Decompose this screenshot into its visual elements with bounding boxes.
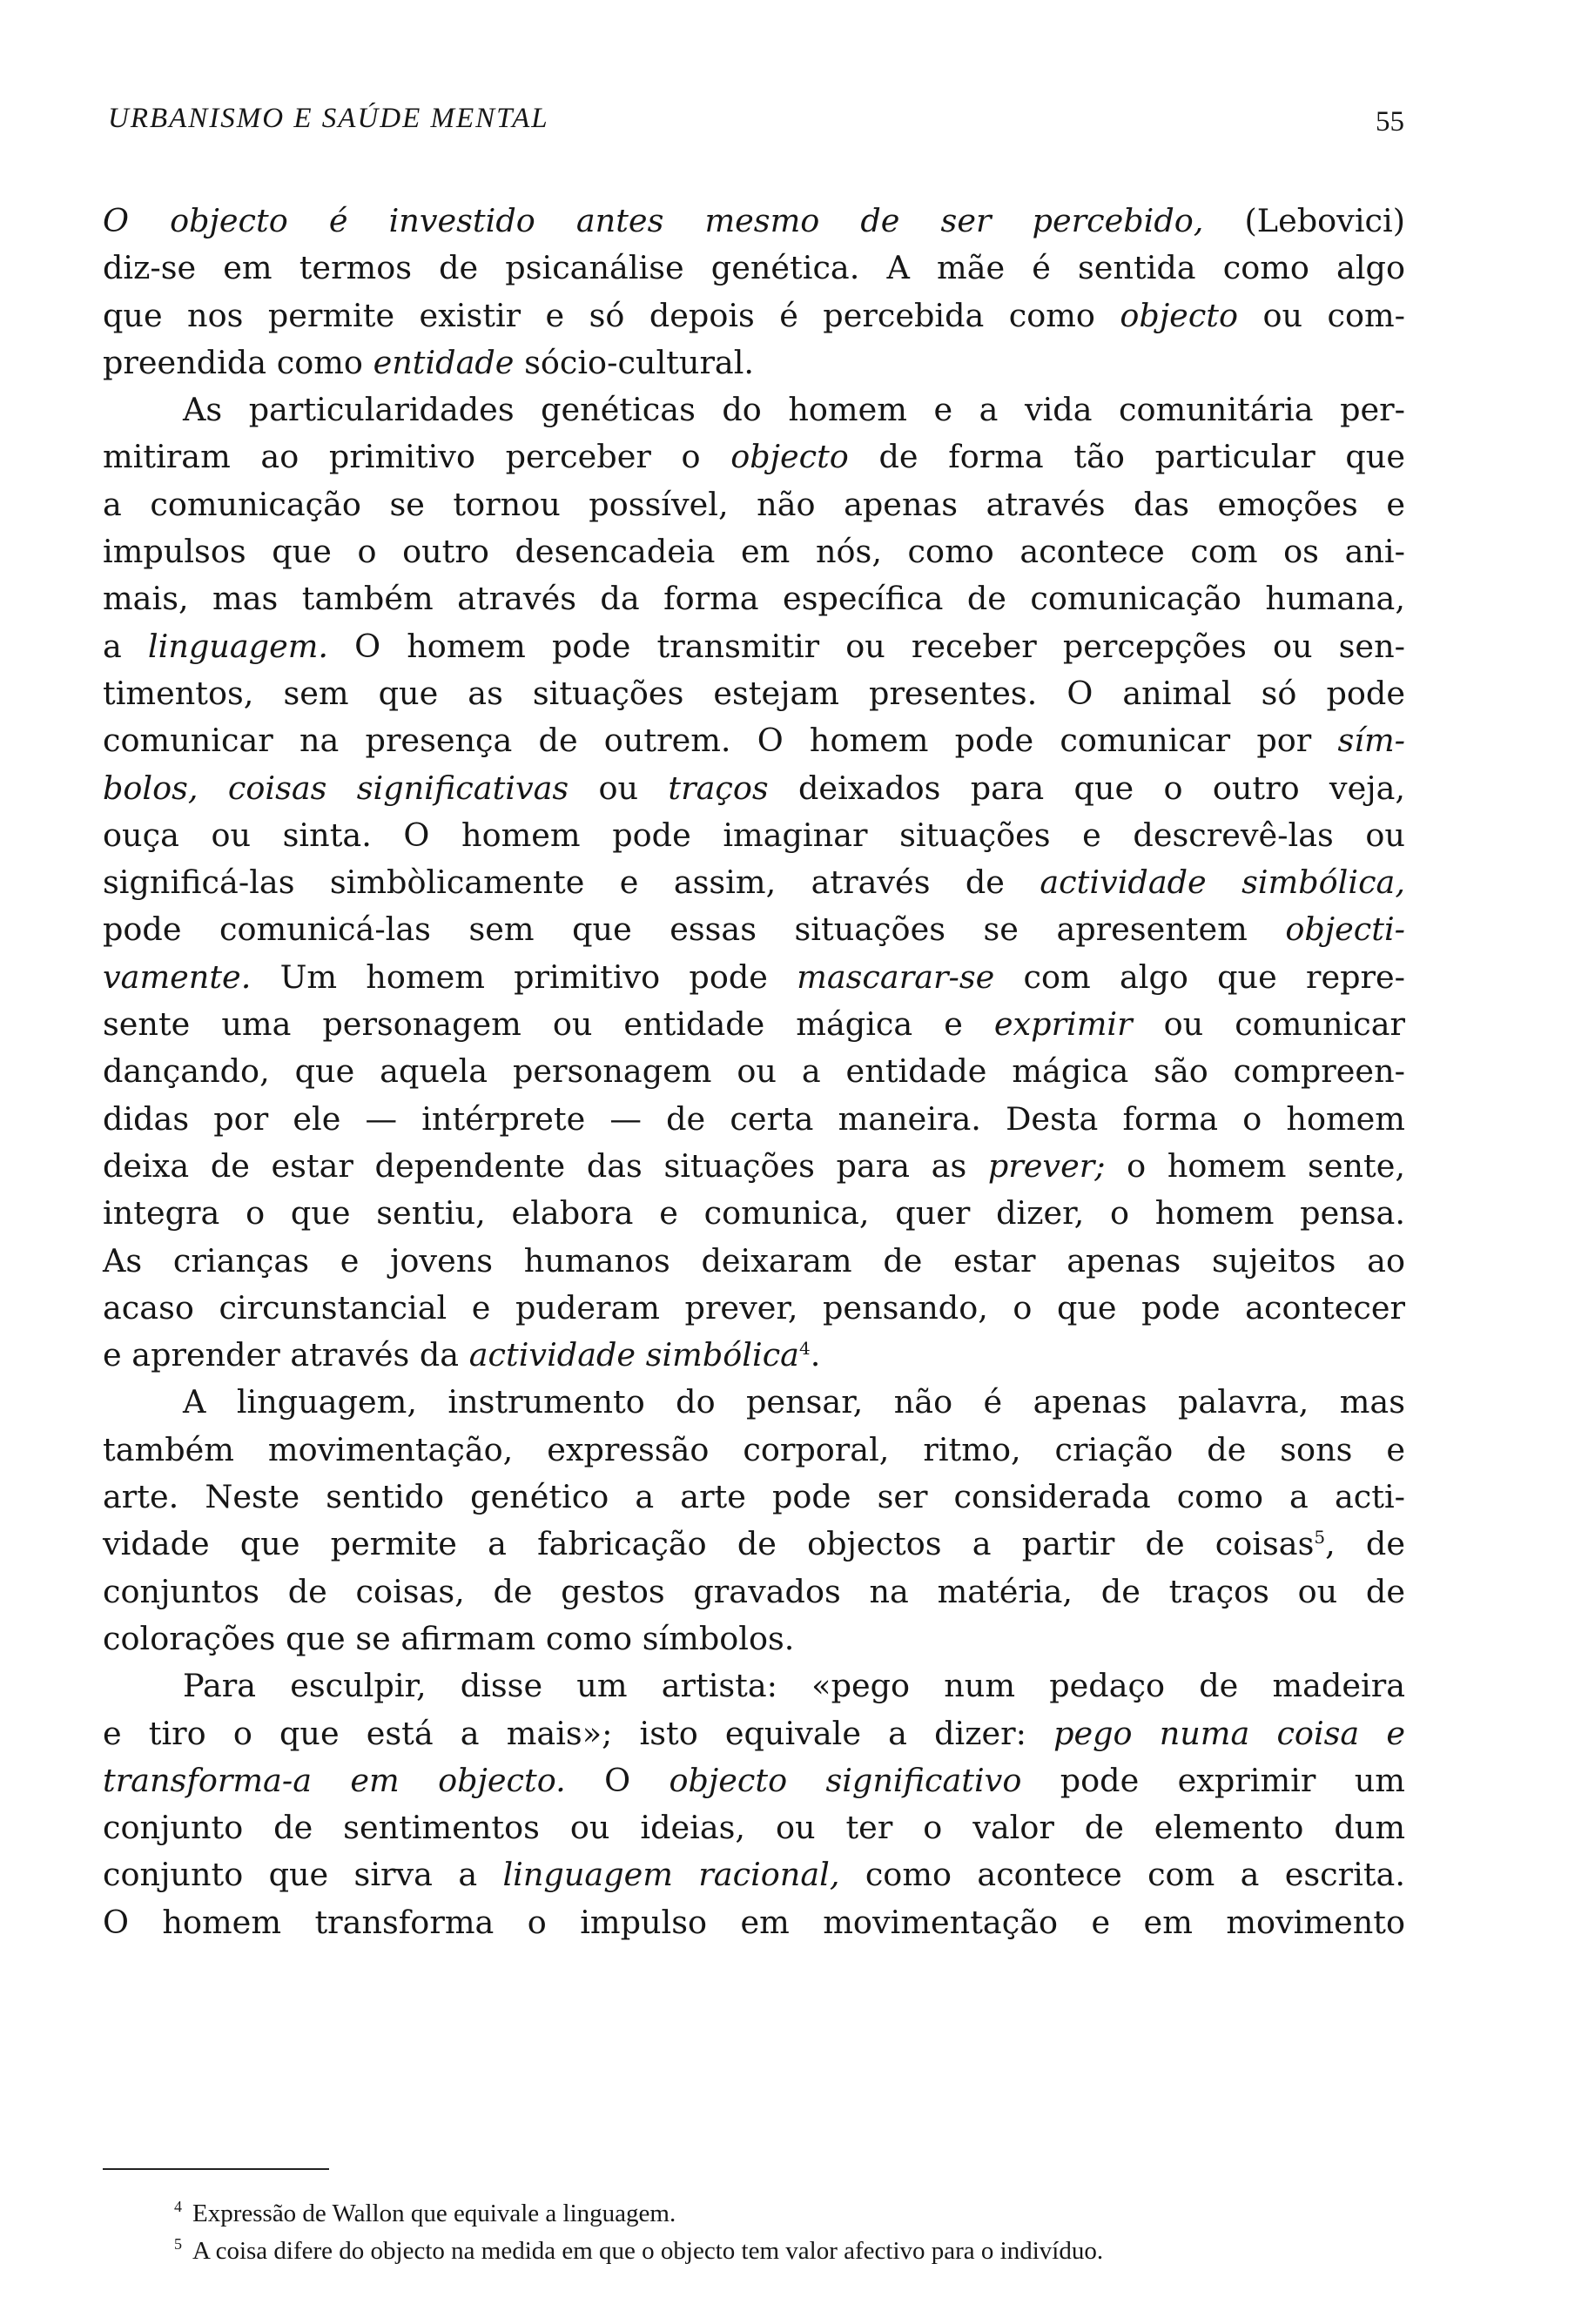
text-run: timentos, sem que as situações estejam presentes. O animal só pode (103, 674, 1405, 712)
text-line (103, 1710, 1405, 1757)
text-run: de forma tão particular que (848, 438, 1405, 476)
text-line (103, 292, 1405, 339)
text-run: conjunto de sentimentos ou ideias, ou ter o valor de elemento dum (103, 1809, 1405, 1847)
text-run: ouça ou sinta. O homem pode imaginar situações e descrevê-las ou (103, 816, 1405, 854)
italic-text: objecti- (1285, 910, 1405, 949)
footnotes (103, 2195, 1409, 2270)
text-line (103, 812, 1405, 859)
text-run: ou (569, 769, 669, 807)
text-run: e tiro o que está a mais»; isto equivale a dizer: (103, 1714, 1054, 1752)
text-line (103, 1332, 1405, 1379)
text-run: O (565, 1761, 670, 1799)
text-run: a comunicação se tornou possível, não apenas através das emoções e (103, 485, 1405, 523)
text-line (103, 575, 1405, 622)
text-run: sente uma personagem ou entidade mágica e (103, 1005, 994, 1044)
text-run: dançando, que aquela personagem ou a entidade mágica são compreen- (103, 1052, 1405, 1091)
text-run: acaso circunstancial e puderam prever, pensando, o que pode acontecer (103, 1288, 1405, 1327)
text-line (103, 1662, 1405, 1709)
text-run: também movimentação, expressão corporal, ritmo, criação de sons e (103, 1430, 1405, 1468)
text-run: o homem sente, (1105, 1146, 1405, 1185)
italic-text: objecto significativo (669, 1761, 1022, 1799)
text-line (103, 1615, 1405, 1662)
text-run: As particularidades genéticas do homem e a vida comunitária per- (183, 391, 1405, 429)
text-line (103, 1899, 1405, 1946)
running-title: URBANISMO E SAÚDE MENTAL (108, 103, 549, 134)
text-line (103, 1190, 1405, 1237)
italic-text: bolos, coisas significativas (103, 769, 569, 807)
italic-text: vamente. (103, 957, 252, 996)
text-run: deixados para que o outro veja, (768, 769, 1405, 807)
footnote-4 (103, 2195, 1409, 2233)
text-run: a (103, 627, 148, 665)
text-run: ou comunicar (1132, 1005, 1405, 1044)
italic-text: pego numa coisa e (1053, 1714, 1406, 1752)
text-run: , de (1325, 1525, 1405, 1563)
text-line (103, 481, 1405, 528)
page-number: 55 (1376, 106, 1404, 138)
italic-text: traços (668, 769, 769, 807)
text-line (103, 1757, 1405, 1804)
text-run: Um homem primitivo pode (251, 957, 797, 996)
text-line (103, 954, 1405, 1001)
text-run: significá-las simbòlicamente e assim, através de (103, 863, 1040, 902)
text-run: integra o que sentiu, elabora e comunica, quer dizer, o homem pensa. (103, 1194, 1405, 1233)
text-run: com algo que repre- (994, 957, 1406, 996)
text-run: vidade que permite a fabricação de objectos a partir de coisas (103, 1525, 1315, 1563)
text-line (103, 339, 1405, 386)
footnote-reference: 4 (798, 1337, 811, 1359)
italic-text: prever; (987, 1146, 1106, 1185)
text-run: impulsos que o outro desencadeia em nós, como acontece com os ani- (103, 533, 1405, 571)
text-line (103, 1048, 1405, 1095)
italic-text: exprimir (993, 1005, 1133, 1044)
text-line (103, 906, 1405, 953)
text-run: ou com- (1238, 296, 1406, 334)
text-line (103, 1238, 1405, 1285)
text-line (103, 1143, 1405, 1190)
text-run: preendida como (103, 343, 373, 381)
text-run: didas por ele — intérprete — de certa maneira. Desta forma o homem (103, 1099, 1405, 1138)
text-run: As crianças e jovens humanos deixaram de estar apenas sujeitos ao (103, 1241, 1405, 1280)
text-line (103, 1851, 1405, 1898)
footnote-5 (103, 2233, 1409, 2270)
text-line (103, 717, 1405, 764)
text-line (103, 670, 1405, 717)
italic-text: sím- (1337, 722, 1405, 760)
footnote-text: A coisa difere do objecto na medida em que o objecto tem valor afectivo para o indivíduo. (192, 2237, 1104, 2265)
footnote-divider (103, 2168, 329, 2170)
text-line (103, 528, 1405, 575)
footnote-text: Expressão de Wallon que equivale a linguagem. (192, 2200, 676, 2227)
italic-text: transforma-a em objecto. (103, 1761, 566, 1799)
footnote-reference: 5 (1314, 1527, 1326, 1548)
italic-text: linguagem. (147, 627, 329, 665)
text-run: diz-se em termos de psicanálise genética. A mãe é sentida como algo (103, 249, 1405, 287)
italic-text: O objecto é investido antes mesmo de ser percebido, (103, 202, 1204, 239)
text-line (103, 1521, 1405, 1568)
text-line (103, 1568, 1405, 1615)
italic-text: actividade simbólica, (1040, 863, 1405, 902)
text-run: conjuntos de coisas, de gestos gravados na matéria, de traços ou de (103, 1572, 1405, 1610)
text-line (103, 1096, 1405, 1143)
text-line (103, 386, 1405, 433)
text-line (103, 1474, 1405, 1521)
italic-text: linguagem racional, (502, 1856, 840, 1894)
text-run: mais, mas também através da forma específica de comunicação humana, (103, 580, 1405, 618)
text-line (103, 1804, 1405, 1851)
text-run: O homem transforma o impulso em movimentação e em movimento (103, 1903, 1405, 1941)
italic-text: entidade (373, 343, 515, 381)
text-line (103, 623, 1405, 670)
text-run: (Lebovici) (1203, 202, 1405, 239)
italic-text: objecto (1120, 296, 1239, 334)
text-line (103, 198, 1405, 245)
text-run: . (810, 1336, 821, 1374)
footnote-mark: 4 (174, 2198, 182, 2216)
text-line (103, 1001, 1405, 1048)
text-run: colorações que se afirmam como símbolos. (103, 1619, 795, 1657)
italic-text: mascarar-se (797, 957, 995, 996)
text-line (103, 1379, 1405, 1426)
text-run: sócio-cultural. (514, 343, 755, 381)
text-run: como acontece com a escrita. (839, 1856, 1405, 1894)
text-run: comunicar na presença de outrem. O homem pode comunicar por (103, 722, 1338, 760)
text-line (103, 765, 1405, 812)
italic-text: actividade simbólica (468, 1336, 799, 1374)
text-run: arte. Neste sentido genético a arte pode ser considerada como a acti- (103, 1478, 1405, 1516)
text-run: A linguagem, instrumento do pensar, não é apenas palavra, mas (183, 1383, 1405, 1421)
text-line (103, 433, 1405, 480)
text-run: pode exprimir um (1021, 1761, 1405, 1799)
text-line (103, 1285, 1405, 1332)
text-run: O homem pode transmitir ou receber percepções ou sen- (328, 627, 1405, 665)
text-run: que nos permite existir e só depois é percebida como (103, 296, 1120, 334)
text-line (103, 245, 1405, 292)
text-run: Para esculpir, disse um artista: «pego num pedaço de madeira (183, 1667, 1405, 1705)
text-run: conjunto que sirva a (103, 1856, 503, 1894)
body-text (103, 198, 1405, 1946)
italic-text: objecto (730, 438, 849, 476)
text-run: e aprender através da (103, 1336, 469, 1374)
text-line (103, 1427, 1405, 1474)
text-run: pode comunicá-las sem que essas situações se apresentem (103, 910, 1286, 949)
text-run: deixa de estar dependente das situações para as (103, 1146, 988, 1185)
text-line (103, 859, 1405, 906)
text-run: mitiram ao primitivo perceber o (103, 438, 731, 476)
footnote-mark: 5 (174, 2235, 182, 2253)
